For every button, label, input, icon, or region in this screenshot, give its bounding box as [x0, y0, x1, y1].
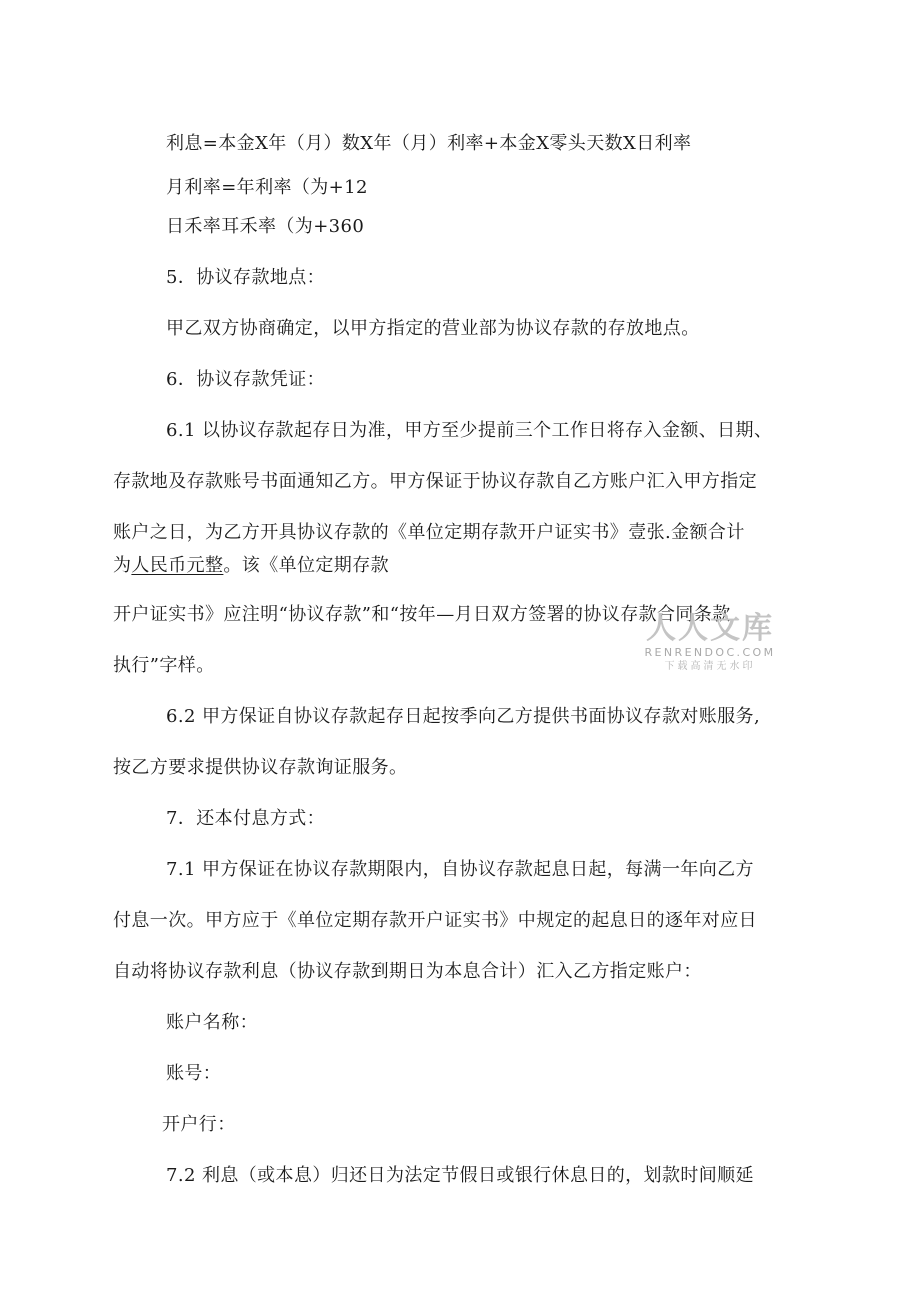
formula-daily-rate: 日禾率耳禾率（为+360: [166, 216, 365, 237]
paragraph-6-1-line-2: 存款地及存款账号书面通知乙方。甲方保证于协议存款自乙方账户汇入甲方指定: [113, 471, 757, 492]
paragraph-6-2-line-1: 6.2 甲方保证自协议存款起存日起按季向乙方提供书面协议存款对账服务,: [166, 706, 761, 727]
section-heading-6: 6．协议存款凭证：: [166, 369, 326, 390]
paragraph-6-2-line-2: 按乙方要求提供协议存款询证服务。: [113, 757, 408, 778]
watermark-url: RENRENDOC.COM: [644, 646, 776, 659]
watermark-subtitle: 下载高清无水印: [664, 661, 756, 672]
paragraph-6-1-line-6: 执行”字样。: [113, 655, 215, 676]
paragraph-7-1-line-1: 7.1 甲方保证在协议存款期限内，自协议存款起息日起，每满一年向乙方: [166, 859, 754, 880]
paragraph-6-1-line-5: 开户证实书》应注明“协议存款”和“按年—月日双方签署的协议存款合同条款: [113, 604, 731, 625]
formula-interest: 利息=本金X年（月）数X年（月）利率+本金X零头天数X日利率: [166, 133, 692, 154]
paragraph-5-text: 甲乙双方协商确定，以甲方指定的营业部为协议存款的存放地点。: [166, 318, 700, 339]
formula-monthly-rate: 月利率=年利率（为+12: [166, 177, 368, 198]
paragraph-6-1-line-1: 6.1 以协议存款起存日为准，甲方至少提前三个工作日将存入金额、日期、: [166, 420, 773, 441]
paragraph-7-1-line-2: 付息一次。甲方应于《单位定期存款开户证实书》中规定的起息日的逐年对应日: [113, 910, 757, 931]
watermark-title: 人人文库: [646, 611, 774, 646]
paragraph-6-1-line-3: 账户之日，为乙方开具协议存款的《单位定期存款开户证实书》壹张.金额合计: [113, 522, 745, 543]
bank-branch-field: 开户行：: [162, 1114, 236, 1135]
section-heading-5: 5．协议存款地点：: [166, 267, 326, 288]
account-name-field: 账户名称：: [166, 1012, 258, 1033]
watermark-logo: [640, 612, 780, 674]
line-4-prefix: 为: [113, 555, 132, 576]
paragraph-7-1-line-3: 自动将协议存款利息（协议存款到期日为本息合计）汇入乙方指定账户：: [113, 961, 702, 982]
account-number-field: 账号：: [166, 1063, 222, 1084]
section-heading-7: 7．还本付息方式：: [166, 808, 326, 829]
paragraph-7-2-line-1: 7.2 利息（或本息）归还日为法定节假日或银行休息日的，划款时间顺延: [166, 1165, 754, 1186]
amount-blank-underlined: 人民币元整: [131, 555, 224, 576]
paragraph-6-1-line-4: [113, 554, 389, 578]
line-4-suffix: 。该《单位定期存款: [223, 555, 390, 576]
